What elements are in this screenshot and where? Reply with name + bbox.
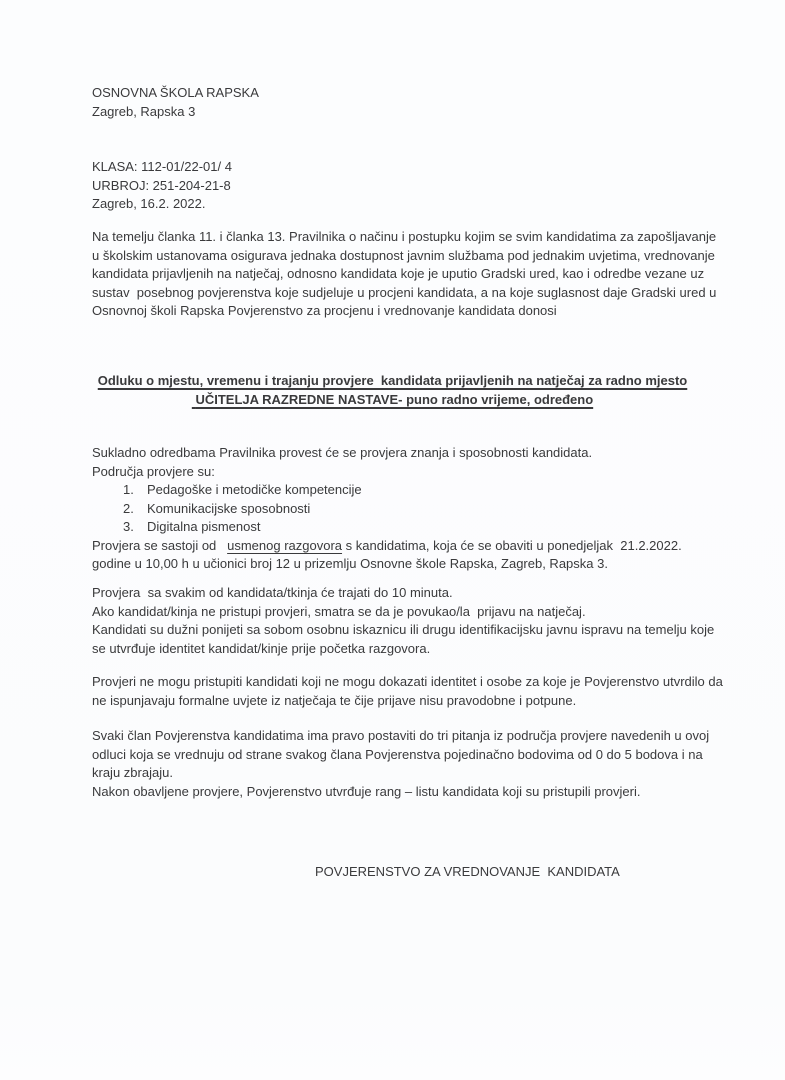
- school-address: Zagreb, Rapska 3: [92, 103, 196, 119]
- areas-list: [92, 481, 724, 537]
- reference-block: [92, 158, 720, 214]
- exam-intro-line: Sukladno odredbama Pravilnika provest će se provjera znanja i sposobnosti kandidata.: [92, 445, 593, 460]
- duration-line: Provjera sa svakim od kandidata/tkinja će trajati do 10 minuta.: [92, 585, 453, 600]
- list-item-text: Komunikacijske sposobnosti: [147, 500, 311, 516]
- exam-section: [92, 444, 724, 574]
- withdrawal-line: Ako kandidat/kinja ne pristupi provjeri, smatra se da je povukao/la prijavu na natječaj.: [92, 603, 586, 619]
- exam-sentence-prefix: Provjera se sastoji od: [92, 537, 228, 553]
- exam-sentence: [92, 537, 724, 574]
- list-item: [92, 481, 724, 500]
- list-item: [92, 518, 724, 537]
- exam-sentence-suffix: s kandidatima, koja će se obaviti u ponedjeljak 21.2.2022. godine u 10,00 h u učionici broj 12 u prizemlju Osnovne škole Rapska, Zagreb, Rapska 3.: [92, 537, 686, 571]
- school-header: [92, 84, 720, 121]
- areas-label: Područja provjere su:: [92, 463, 215, 479]
- list-item-number: 1.: [123, 482, 134, 497]
- list-item: [92, 500, 724, 519]
- ranking-sentence: Nakon obavljene provjere, Povjerenstvo utvrđuje rang – listu kandidata koji su pristupili provjeri.: [92, 783, 641, 799]
- klasa-line: KLASA: 112-01/22-01/ 4: [92, 159, 232, 174]
- list-item-text: Pedagoške i metodičke kompetencije: [147, 482, 362, 497]
- decision-title-line2: UČITELJA RAZREDNE NASTAVE- puno radno vrijeme, određeno: [191, 391, 594, 407]
- id-requirement-line: Kandidati su dužni ponijeti sa sobom osobnu iskaznicu ili drugu identifikacijsku javnu ispravu na temelju koje se utvrđuje identitet kandidat/kinje prije početka razgovora.: [92, 622, 718, 656]
- date-place-line: Zagreb, 16.2. 2022.: [92, 196, 206, 211]
- decision-title: [0, 372, 785, 409]
- scoring-paragraph: [92, 727, 724, 801]
- duration-paragraph: [92, 584, 724, 658]
- exam-sentence-underlined: usmenog razgovora: [227, 537, 343, 553]
- urbroj-line: URBROJ: 251-204-21-8: [92, 177, 231, 193]
- signature-line: POVJERENSTVO ZA VREDNOVANJE KANDIDATA: [315, 864, 620, 879]
- list-item-number: 3.: [123, 519, 134, 534]
- decision-title-line1: Odluku o mjestu, vremenu i trajanju provjere kandidata prijavljenih na natječaj za radno mjesto: [97, 373, 688, 388]
- identity-paragraph: Provjeri ne mogu pristupiti kandidati koji ne mogu dokazati identitet i osobe za koje je Povjerenstvo utvrdilo da ne ispunjavaju formalne uvjete iz natječaja te čije prijave nisu pravodobne i potpune.: [92, 674, 727, 708]
- school-name: OSNOVNA ŠKOLA RAPSKA: [92, 85, 259, 100]
- scoring-rules-sentence: Svaki član Povjerenstva kandidatima ima pravo postaviti do tri pitanja iz područja provjere navedenih u ovoj odluci koja se vrednuju od strane svakog člana Povjerenstva pojedinačno bodovima od 0 do 5 bodova i na kraju zbrajaju.: [92, 728, 713, 780]
- intro-paragraph: Na temelju članka 11. i članka 13. Pravilnika o načinu i postupku kojim se svim kandidatima za zapošljavanje u školskim ustanovama osigurava jednaka dostupnost javnim službama pod jednakim uvjetima, vrednovanje kandidata prijavljenih na natječaj, odnosno kandidata koje je uputio Gradski ured, kao i odredbe vezane uz sustav posebnog povjerenstva koje sudjeluje u procjeni kandidata, a na koje suglasnost daje Gradski ured u Osnovnoj školi Rapska Povjerenstvo za procjenu i vrednovanje kandidata donosi: [92, 229, 721, 318]
- list-item-text: Digitalna pismenost: [147, 519, 261, 534]
- list-item-number: 2.: [123, 500, 134, 516]
